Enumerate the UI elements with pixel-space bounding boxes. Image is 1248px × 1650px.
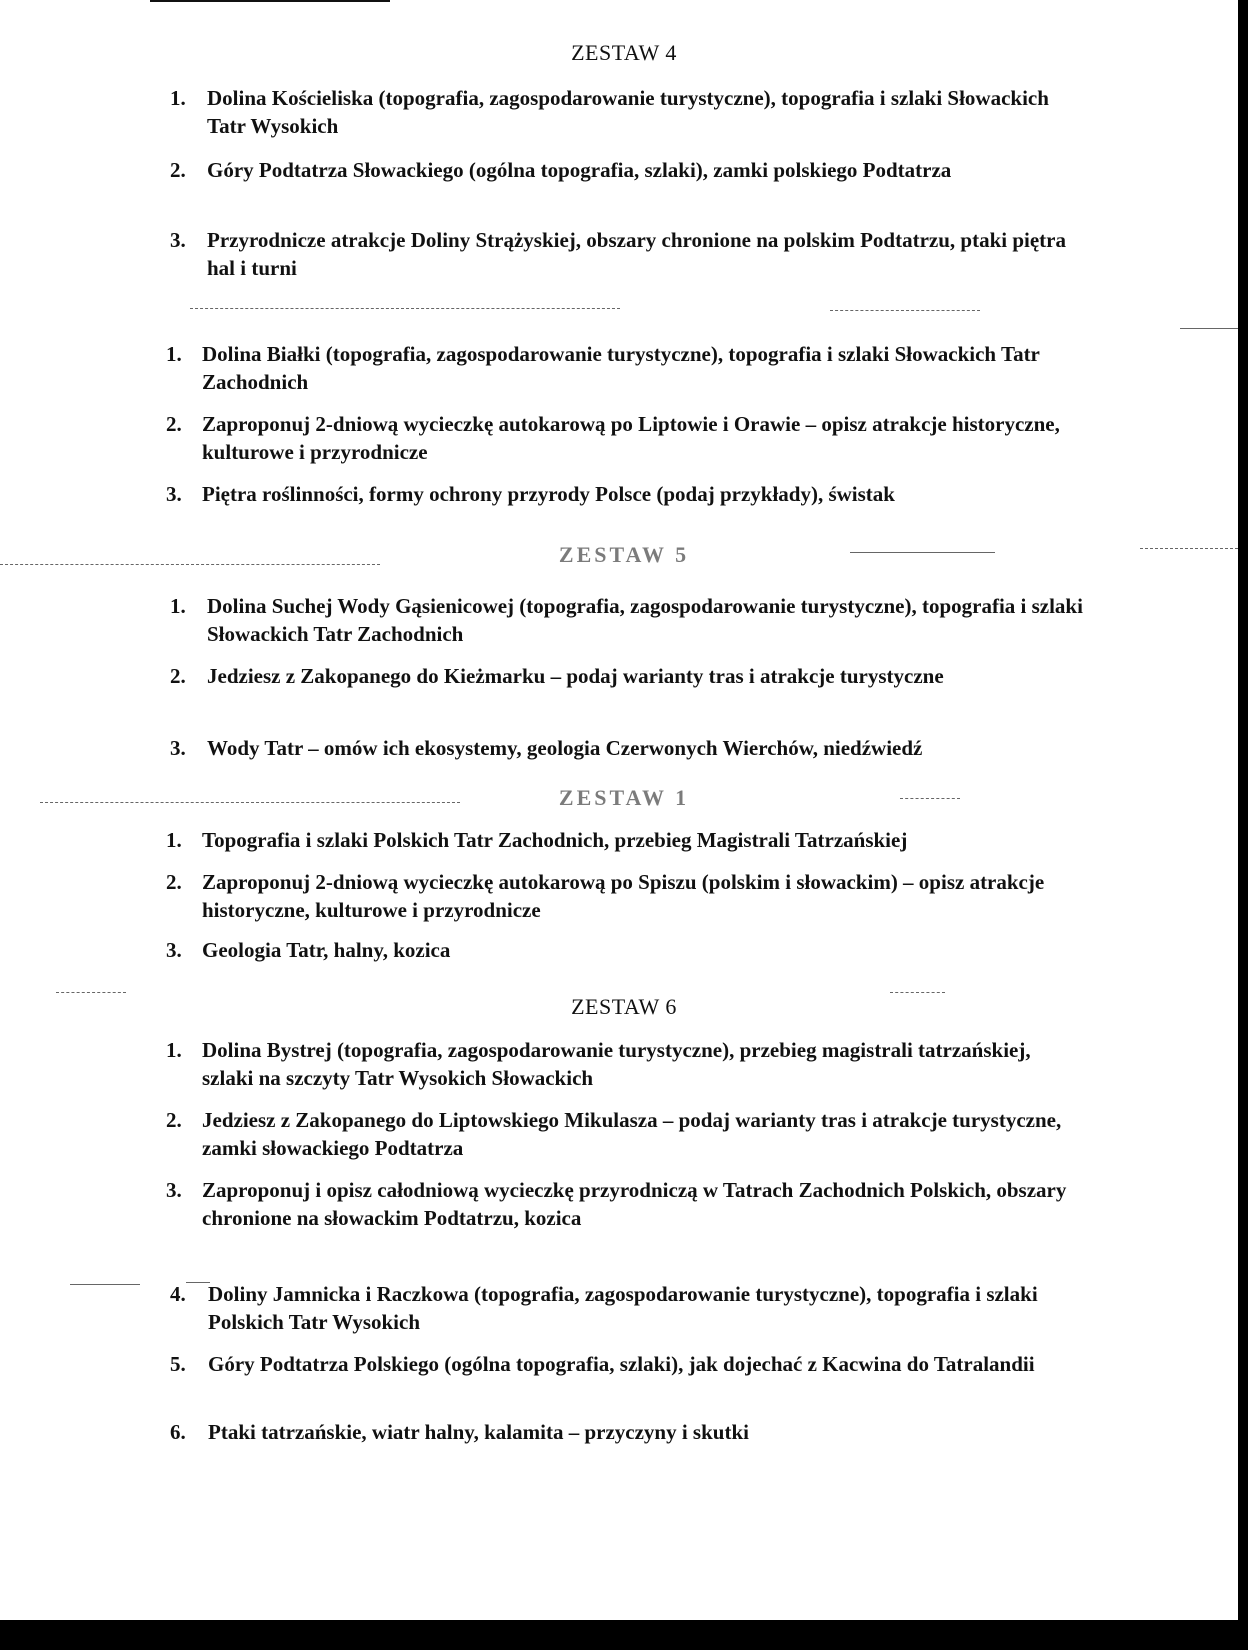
item-text: Jedziesz z Zakopanego do Kieżmarku – podaj warianty tras i atrakcje turystyczne xyxy=(207,664,944,688)
item-text: Dolina Bystrej (topografia, zagospodarowanie turystyczne), przebieg magistrali tatrzańskiej, szlaki na szczyty Tatr Wysokich Słowackich xyxy=(202,1038,1031,1090)
item-number: 5. xyxy=(170,1352,186,1376)
item-number: 2. xyxy=(166,870,182,894)
item-text: Geologia Tatr, halny, kozica xyxy=(202,938,451,962)
item-number: 3. xyxy=(170,736,186,760)
item-number: 1. xyxy=(166,828,182,852)
item-number: 2. xyxy=(170,664,186,688)
item-text: Dolina Białki (topografia, zagospodarowanie turystyczne), topografia i szlaki Słowackich Tatr Zachodnich xyxy=(202,342,1040,394)
item-text: Zaproponuj i opisz całodniową wycieczkę przyrodniczą w Tatrach Zachodnich Polskich, obszary chronione na słowackim Podtatrzu, kozica xyxy=(202,1178,1067,1230)
scan-artifact-right-edge xyxy=(1238,0,1248,1650)
item-text: Jedziesz z Zakopanego do Liptowskiego Mikulasza – podaj warianty tras i atrakcje turystyczne, zamki słowackiego Podtatrza xyxy=(202,1108,1062,1160)
item-number: 1. xyxy=(170,594,186,618)
item-number: 1. xyxy=(166,1038,182,1062)
item-text: Ptaki tatrzańskie, wiatr halny, kalamita – przyczyny i skutki xyxy=(208,1420,749,1444)
item-number: 6. xyxy=(170,1420,186,1444)
item-text: Doliny Jamnicka i Raczkowa (topografia, zagospodarowanie turystyczne), topografia i szlaki Polskich Tatr Wysokich xyxy=(208,1282,1038,1334)
item-text: Dolina Kościeliska (topografia, zagospodarowanie turystyczne), topografia i szlaki Słowackich Tatr Wysokich xyxy=(207,86,1049,138)
item-number: 1. xyxy=(166,342,182,366)
item-text: Piętra roślinności, formy ochrony przyrody Polsce (podaj przykłady), świstak xyxy=(202,482,895,506)
item-text: Topografia i szlaki Polskich Tatr Zachodnich, przebieg Magistrali Tatrzańskiej xyxy=(202,828,908,852)
item-text: Wody Tatr – omów ich ekosystemy, geologia Czerwonych Wierchów, niedźwiedź xyxy=(207,736,923,760)
set-heading-zestaw-6: ZESTAW 6 xyxy=(571,994,677,1019)
item-number: 3. xyxy=(170,228,186,252)
item-text: Dolina Suchej Wody Gąsienicowej (topografia, zagospodarowanie turystyczne), topografia i szlaki Słowackich Tatr Zachodnich xyxy=(207,594,1083,646)
item-number: 2. xyxy=(166,412,182,436)
cut-line xyxy=(70,1284,140,1285)
scan-artifact-bottom-edge xyxy=(0,1620,1248,1650)
item-text: Zaproponuj 2-dniową wycieczkę autokarową po Spiszu (polskim i słowackim) – opisz atrakcje historyczne, kulturowe i przyrodnicze xyxy=(202,870,1045,922)
item-text: Góry Podtatrza Polskiego (ogólna topografia, szlaki), jak dojechać z Kacwina do Tatralandii xyxy=(208,1352,1035,1376)
set-heading-zestaw-4: ZESTAW 4 xyxy=(571,40,677,65)
item-number: 1. xyxy=(170,86,186,110)
item-number: 2. xyxy=(170,158,186,182)
cut-line xyxy=(830,310,980,311)
set-heading-zestaw-1: ZESTAW 1 xyxy=(558,785,690,810)
item-text: Przyrodnicze atrakcje Doliny Strążyskiej, obszary chronione na polskim Podtatrzu, ptaki piętra hal i turni xyxy=(207,228,1066,280)
cut-line xyxy=(890,992,945,993)
item-text: Góry Podtatrza Słowackiego (ogólna topografia, szlaki), zamki polskiego Podtatrza xyxy=(207,158,952,182)
cut-line xyxy=(1180,328,1238,329)
item-text: Zaproponuj 2-dniową wycieczkę autokarową po Liptowie i Orawie – opisz atrakcje historyczne, kulturowe i przyrodnicze xyxy=(202,412,1060,464)
item-number: 2. xyxy=(166,1108,182,1132)
item-number: 3. xyxy=(166,938,182,962)
item-number: 3. xyxy=(166,482,182,506)
scan-artifact-top-line xyxy=(150,0,390,2)
item-number: 3. xyxy=(166,1178,182,1202)
cut-line xyxy=(190,308,620,309)
cut-line xyxy=(56,992,126,993)
item-number: 4. xyxy=(170,1282,186,1306)
set-heading-zestaw-5: ZESTAW 5 xyxy=(558,542,690,567)
